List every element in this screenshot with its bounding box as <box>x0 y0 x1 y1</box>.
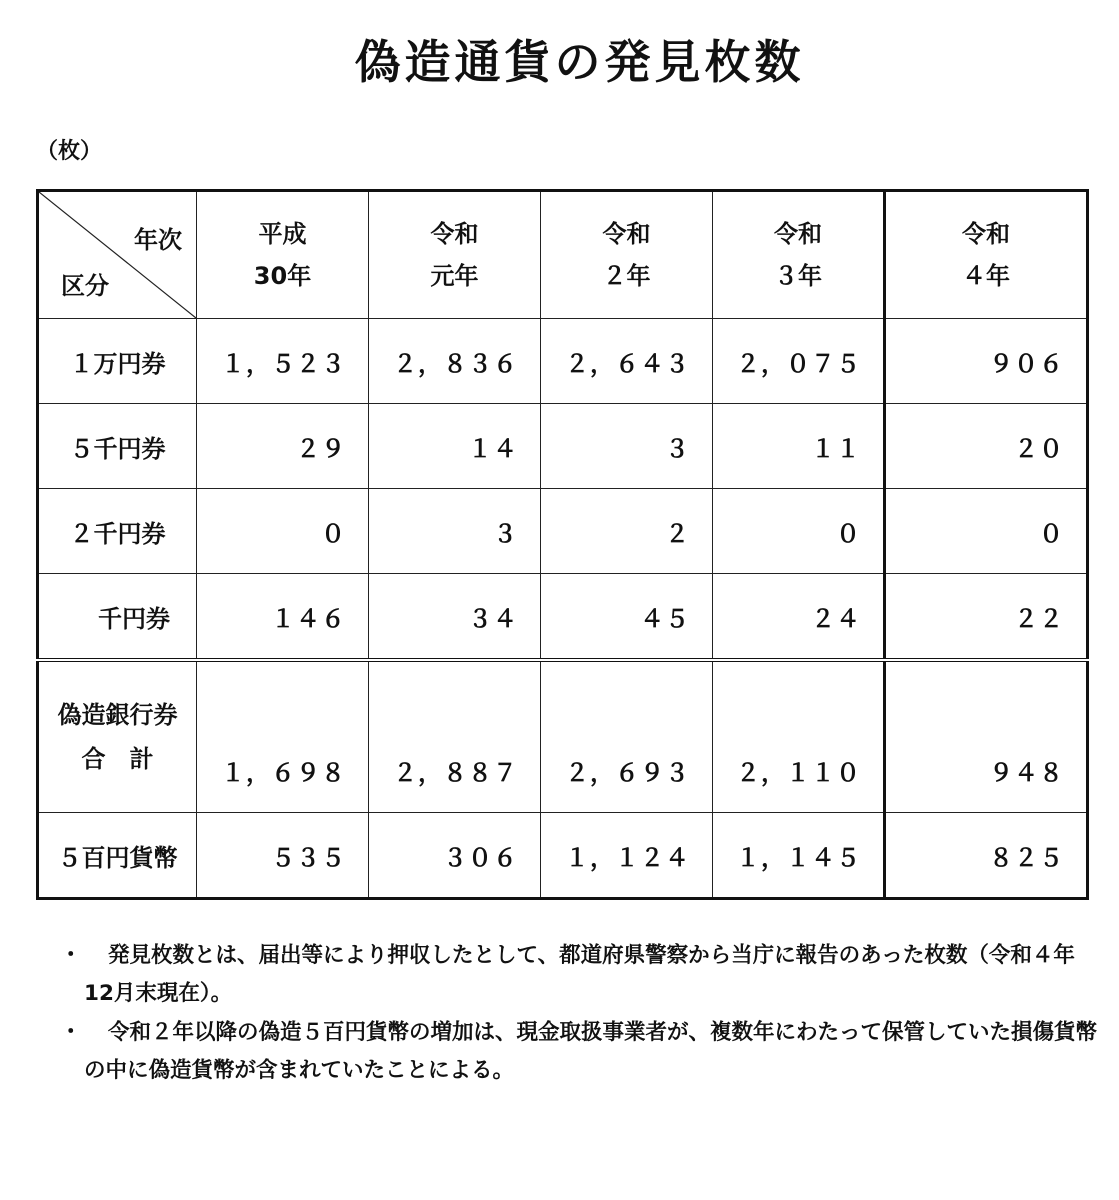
table-cell: ２，８８７ <box>369 660 541 813</box>
footnotes <box>60 937 1100 1091</box>
counterfeit-count-table <box>36 189 1089 900</box>
table-corner-cell <box>38 191 197 319</box>
row-label: ２千円券 <box>38 489 197 574</box>
table-cell: １４６ <box>197 574 369 661</box>
table-cell: ２４ <box>713 574 885 661</box>
table-cell: ８２５ <box>885 813 1088 899</box>
table-cell: １，５２３ <box>197 319 369 404</box>
footnote <box>60 1014 1100 1090</box>
table-cell: ０ <box>713 489 885 574</box>
table-row-10000-yen <box>38 319 1088 404</box>
table-cell: ２，１１０ <box>713 660 885 813</box>
table-cell: ２，０７５ <box>713 319 885 404</box>
table-cell: ３０６ <box>369 813 541 899</box>
table-cell: ０ <box>885 489 1088 574</box>
bullet-icon: ・ <box>60 943 82 968</box>
year-header: 令和 ４年 <box>885 191 1088 319</box>
year-header: 平成 30年 <box>197 191 369 319</box>
table-cell: １，６９８ <box>197 660 369 813</box>
table-header-row <box>38 191 1088 319</box>
table-cell: １４ <box>369 404 541 489</box>
footnote-text: 発見枚数とは、届出等により押収したとして、都道府県警察から当庁に報告のあった枚数（令和４年12月末現在）。 <box>84 943 1075 1006</box>
table-cell: ５３５ <box>197 813 369 899</box>
table-row-5000-yen <box>38 404 1088 489</box>
footnote-text: 令和２年以降の偽造５百円貨幣の増加は、現金取扱事業者が、複数年にわたって保管していた損傷貨幣の中に偽造貨幣が含まれていたことによる。 <box>84 1020 1098 1083</box>
table-cell: ２９ <box>197 404 369 489</box>
table-cell: ２２ <box>885 574 1088 661</box>
year-header: 令和 元年 <box>369 191 541 319</box>
table-cell: ４５ <box>541 574 713 661</box>
table-cell: １，１２４ <box>541 813 713 899</box>
table-row-500-yen-coin <box>38 813 1088 899</box>
year-header: 令和 ２年 <box>541 191 713 319</box>
table-cell: ３ <box>541 404 713 489</box>
table-cell: ２ <box>541 489 713 574</box>
year-header: 令和 ３年 <box>713 191 885 319</box>
table-row-2000-yen <box>38 489 1088 574</box>
corner-year-label: 年次 <box>134 226 182 254</box>
table-cell: ９０６ <box>885 319 1088 404</box>
table-cell: ０ <box>197 489 369 574</box>
total-row-label: 偽造銀行券 合 計 <box>38 660 197 813</box>
table-row-total <box>38 660 1088 813</box>
footnote <box>60 937 1100 1013</box>
table-cell: ３４ <box>369 574 541 661</box>
table-row-1000-yen <box>38 574 1088 661</box>
unit-label: （枚） <box>36 139 103 164</box>
row-label: 千円券 <box>38 574 197 661</box>
row-label: １万円券 <box>38 319 197 404</box>
table-cell: ２，８３６ <box>369 319 541 404</box>
table-cell: ９４８ <box>885 660 1088 813</box>
table-cell: １，１４５ <box>713 813 885 899</box>
table-cell: ２０ <box>885 404 1088 489</box>
corner-category-label: 区分 <box>61 272 109 300</box>
row-label: ５千円券 <box>38 404 197 489</box>
page-title: 偽造通貨の発見枚数 <box>354 35 805 89</box>
table-cell: ２，６４３ <box>541 319 713 404</box>
table-cell: ２，６９３ <box>541 660 713 813</box>
table-cell: ３ <box>369 489 541 574</box>
table-cell: １１ <box>713 404 885 489</box>
row-label: ５百円貨幣 <box>38 813 197 899</box>
bullet-icon: ・ <box>60 1020 82 1045</box>
